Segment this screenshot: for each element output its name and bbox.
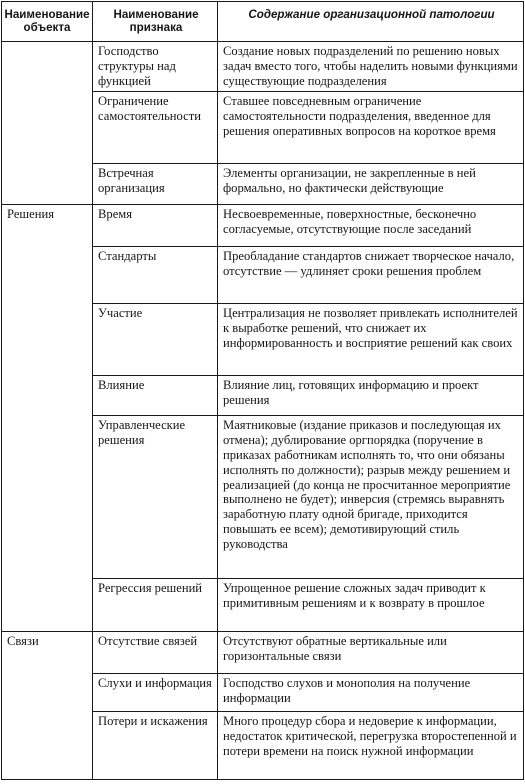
feature-cell: Регрессия решений bbox=[93, 579, 218, 632]
object-cell bbox=[2, 579, 93, 632]
content-cell: Централизация не позволяет привлекать исполнителей к выработке решений, что снижает их информированность и восприятие решений как своих bbox=[218, 304, 524, 376]
content-cell: Элементы организации, не закрепленные в ней формально, но фактически действующие bbox=[218, 164, 524, 205]
feature-cell: Встречная организация bbox=[93, 164, 218, 205]
table-row bbox=[2, 42, 524, 92]
header-object-name: Наименование объекта bbox=[2, 2, 93, 42]
feature-cell: Влияние bbox=[93, 376, 218, 416]
content-cell: Ставшее повседневным ограничение самостоятельности подразделения, введенное для решения оперативных вопросов на короткое время bbox=[218, 92, 524, 164]
table-row bbox=[2, 416, 524, 579]
object-cell: Решения bbox=[2, 205, 93, 247]
object-cell bbox=[2, 42, 93, 92]
object-cell bbox=[2, 304, 93, 376]
object-cell bbox=[2, 92, 93, 164]
feature-cell: Время bbox=[93, 205, 218, 247]
table-row bbox=[2, 712, 524, 780]
feature-cell: Ограничение самостоятельности bbox=[93, 92, 218, 164]
content-cell: Господство слухов и монополия на получение информации bbox=[218, 674, 524, 712]
feature-cell: Слухи и информация bbox=[93, 674, 218, 712]
content-cell: Несвоевременные, поверхностные, бесконечно согласуемые, отсутствующие после заседаний bbox=[218, 205, 524, 247]
table-row bbox=[2, 164, 524, 205]
feature-cell: Господство структуры над функцией bbox=[93, 42, 218, 92]
object-cell bbox=[2, 247, 93, 304]
table-row bbox=[2, 376, 524, 416]
table-row bbox=[2, 579, 524, 632]
content-cell: Упрощенное решение сложных задач приводит к примитивным решениям и к возврату в прошлое bbox=[218, 579, 524, 632]
object-cell bbox=[2, 674, 93, 712]
feature-cell: Участие bbox=[93, 304, 218, 376]
object-cell bbox=[2, 164, 93, 205]
header-content: Содержание организационной патологии bbox=[218, 2, 524, 42]
object-cell bbox=[2, 376, 93, 416]
content-cell: Создание новых подразделений по решению новых задач вместо того, чтобы наделить новыми функциями существующие подразделения bbox=[218, 42, 524, 92]
table-row bbox=[2, 632, 524, 674]
feature-cell: Управленческие решения bbox=[93, 416, 218, 579]
content-cell: Маятниковые (издание приказов и последующая их отмена); дублирование оргпорядка (поручение в приказах работникам исполнять то, что они обязаны исполнять по должности); разрыв между решением и реализацией (до конца не просчитанное мероприятие выполнено не будет); инверсия (стремясь выравнять заработную плату одной бригаде, приходится повышать ее всем); демотивирующий стиль руководства bbox=[218, 416, 524, 579]
table-row bbox=[2, 674, 524, 712]
content-cell: Влияние лиц, готовящих информацию и проект решения bbox=[218, 376, 524, 416]
header-feature-name: Наименование признака bbox=[93, 2, 218, 42]
table-row bbox=[2, 304, 524, 376]
table-row bbox=[2, 205, 524, 247]
table-row bbox=[2, 247, 524, 304]
table-row bbox=[2, 92, 524, 164]
object-cell bbox=[2, 712, 93, 780]
content-cell: Преобладание стандартов снижает творческое начало, отсутствие — удлиняет сроки решения проблем bbox=[218, 247, 524, 304]
feature-cell: Потери и искажения bbox=[93, 712, 218, 780]
feature-cell: Стандарты bbox=[93, 247, 218, 304]
pathology-table bbox=[1, 1, 524, 780]
header-row bbox=[2, 2, 524, 42]
feature-cell: Отсутствие связей bbox=[93, 632, 218, 674]
content-cell: Отсутствуют обратные вертикальные или горизонтальные связи bbox=[218, 632, 524, 674]
content-cell: Много процедур сбора и недоверие к информации, недостаток критической, перегрузка второстепенной и потери времени на поиск нужной информации bbox=[218, 712, 524, 780]
object-cell bbox=[2, 416, 93, 579]
object-cell: Связи bbox=[2, 632, 93, 674]
